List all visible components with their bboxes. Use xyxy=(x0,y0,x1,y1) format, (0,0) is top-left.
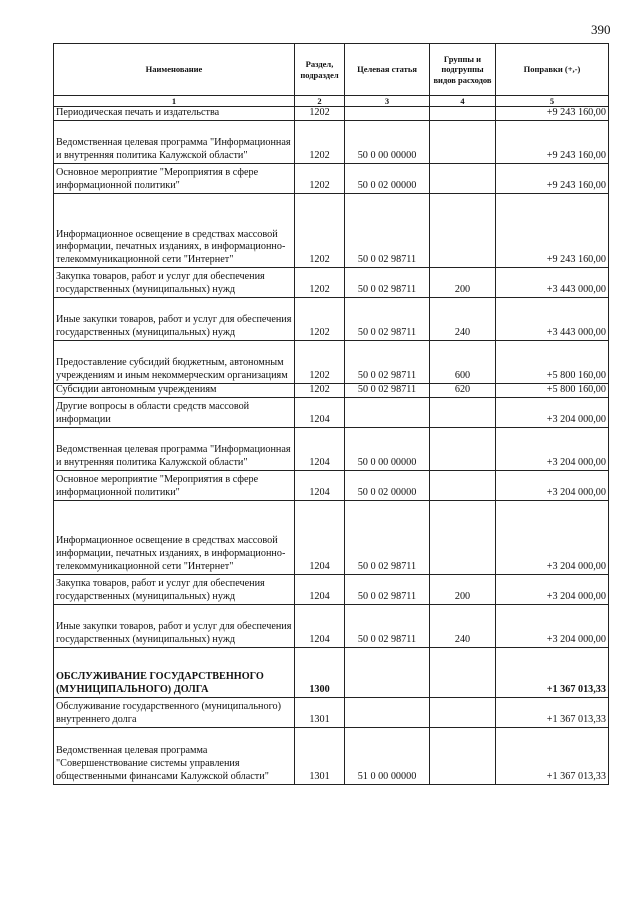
row-amendment-amount: +1 367 013,33 xyxy=(496,697,609,727)
column-number: 1 xyxy=(54,96,295,107)
page-number: 390 xyxy=(591,22,611,37)
row-target-article xyxy=(345,697,430,727)
row-name: Другие вопросы в области средств массовой информации xyxy=(54,397,295,427)
row-expense-group: 200 xyxy=(430,574,496,604)
row-expense-group xyxy=(430,500,496,574)
row-expense-group xyxy=(430,120,496,163)
row-name: Иные закупки товаров, работ и услуг для обеспечения государственных (муниципальных) нужд xyxy=(54,297,295,340)
column-number-row xyxy=(54,96,609,107)
header-amendments: Поправки (+,-) xyxy=(496,44,609,96)
row-expense-group xyxy=(430,427,496,470)
row-name: Ведомственная целевая программа "Совершенствование системы управления общественными финансами Калужской области" xyxy=(54,727,295,784)
row-name: Периодическая печать и издательства xyxy=(54,107,295,121)
row-amendment-amount: +1 367 013,33 xyxy=(496,647,609,697)
table-row xyxy=(54,727,609,784)
table-row xyxy=(54,470,609,500)
row-target-article: 50 0 02 98711 xyxy=(345,267,430,297)
row-name: Ведомственная целевая программа "Информационная и внутренняя политика Калужской области" xyxy=(54,427,295,470)
row-amendment-amount: +9 243 160,00 xyxy=(496,120,609,163)
table-row xyxy=(54,163,609,193)
row-target-article xyxy=(345,397,430,427)
row-amendment-amount: +3 204 000,00 xyxy=(496,470,609,500)
row-name: Информационное освещение в средствах массовой информации, печатных изданиях, в информационно-телекоммуникационной сети "Интернет" xyxy=(54,193,295,267)
row-amendment-amount: +3 204 000,00 xyxy=(496,427,609,470)
table-row xyxy=(54,193,609,267)
row-amendment-amount: +3 443 000,00 xyxy=(496,267,609,297)
row-section-code: 1202 xyxy=(295,107,345,121)
row-expense-group: 200 xyxy=(430,267,496,297)
row-amendment-amount: +3 204 000,00 xyxy=(496,604,609,647)
row-name: Закупка товаров, работ и услуг для обеспечения государственных (муниципальных) нужд xyxy=(54,574,295,604)
table-row xyxy=(54,120,609,163)
row-section-code: 1204 xyxy=(295,500,345,574)
column-number: 5 xyxy=(496,96,609,107)
table-row xyxy=(54,500,609,574)
table-row xyxy=(54,574,609,604)
row-amendment-amount: +3 204 000,00 xyxy=(496,397,609,427)
row-section-code: 1301 xyxy=(295,727,345,784)
table-row xyxy=(54,397,609,427)
row-target-article: 50 0 02 98711 xyxy=(345,340,430,383)
row-amendment-amount: +3 204 000,00 xyxy=(496,574,609,604)
row-section-code: 1204 xyxy=(295,604,345,647)
row-target-article: 50 0 02 98711 xyxy=(345,297,430,340)
row-section-code: 1204 xyxy=(295,427,345,470)
row-amendment-amount: +3 204 000,00 xyxy=(496,500,609,574)
row-amendment-amount: +9 243 160,00 xyxy=(496,107,609,121)
row-target-article: 50 0 00 00000 xyxy=(345,427,430,470)
column-number: 2 xyxy=(295,96,345,107)
header-target: Целевая статья xyxy=(345,44,430,96)
row-target-article: 50 0 02 00000 xyxy=(345,470,430,500)
row-name: Иные закупки товаров, работ и услуг для обеспечения государственных (муниципальных) нужд xyxy=(54,604,295,647)
row-section-code: 1204 xyxy=(295,397,345,427)
row-name: Закупка товаров, работ и услуг для обеспечения государственных (муниципальных) нужд xyxy=(54,267,295,297)
row-section-code: 1202 xyxy=(295,120,345,163)
column-number: 3 xyxy=(345,96,430,107)
table-row xyxy=(54,427,609,470)
row-target-article: 50 0 02 00000 xyxy=(345,163,430,193)
table-row xyxy=(54,267,609,297)
row-name: Обслуживание государственного (муниципального) внутреннего долга xyxy=(54,697,295,727)
table-row xyxy=(54,647,609,697)
row-target-article: 51 0 00 00000 xyxy=(345,727,430,784)
row-target-article xyxy=(345,647,430,697)
row-expense-group xyxy=(430,697,496,727)
header-section: Раздел, подраздел xyxy=(295,44,345,96)
row-amendment-amount: +9 243 160,00 xyxy=(496,193,609,267)
table-row xyxy=(54,107,609,121)
row-section-code: 1300 xyxy=(295,647,345,697)
row-amendment-amount: +5 800 160,00 xyxy=(496,340,609,383)
budget-amendments-table xyxy=(53,43,609,785)
row-amendment-amount: +1 367 013,33 xyxy=(496,727,609,784)
row-expense-group: 240 xyxy=(430,297,496,340)
row-expense-group: 240 xyxy=(430,604,496,647)
row-section-code: 1202 xyxy=(295,383,345,397)
header-group: Группы и подгруппы видов расходов xyxy=(430,44,496,96)
row-name: Субсидии автономным учреждениям xyxy=(54,383,295,397)
row-expense-group xyxy=(430,193,496,267)
row-amendment-amount: +3 443 000,00 xyxy=(496,297,609,340)
table-row xyxy=(54,604,609,647)
header-name: Наименование xyxy=(54,44,295,96)
row-name: Основное мероприятие "Мероприятия в сфере информационной политики" xyxy=(54,163,295,193)
row-name: Ведомственная целевая программа "Информационная и внутренняя политика Калужской области" xyxy=(54,120,295,163)
row-section-code: 1202 xyxy=(295,340,345,383)
row-target-article: 50 0 02 98711 xyxy=(345,500,430,574)
row-name: Предоставление субсидий бюджетным, автономным учреждениям и иным некоммерческим организациям xyxy=(54,340,295,383)
row-target-article: 50 0 00 00000 xyxy=(345,120,430,163)
row-expense-group xyxy=(430,470,496,500)
row-name: Основное мероприятие "Мероприятия в сфере информационной политики" xyxy=(54,470,295,500)
row-name: Информационное освещение в средствах массовой информации, печатных изданиях, в информационно-телекоммуникационной сети "Интернет" xyxy=(54,500,295,574)
row-section-code: 1202 xyxy=(295,267,345,297)
table-body xyxy=(54,107,609,785)
row-amendment-amount: +5 800 160,00 xyxy=(496,383,609,397)
row-expense-group xyxy=(430,397,496,427)
row-section-code: 1202 xyxy=(295,297,345,340)
row-expense-group xyxy=(430,727,496,784)
row-target-article: 50 0 02 98711 xyxy=(345,193,430,267)
table-row xyxy=(54,383,609,397)
row-expense-group: 620 xyxy=(430,383,496,397)
row-expense-group: 600 xyxy=(430,340,496,383)
row-section-code: 1204 xyxy=(295,470,345,500)
row-expense-group xyxy=(430,647,496,697)
row-expense-group xyxy=(430,163,496,193)
row-section-code: 1202 xyxy=(295,163,345,193)
row-target-article: 50 0 02 98711 xyxy=(345,574,430,604)
row-target-article: 50 0 02 98711 xyxy=(345,383,430,397)
row-section-code: 1202 xyxy=(295,193,345,267)
row-target-article: 50 0 02 98711 xyxy=(345,604,430,647)
row-section-code: 1301 xyxy=(295,697,345,727)
column-number: 4 xyxy=(430,96,496,107)
table-row xyxy=(54,340,609,383)
row-target-article xyxy=(345,107,430,121)
row-name: ОБСЛУЖИВАНИЕ ГОСУДАРСТВЕННОГО (МУНИЦИПАЛЬНОГО) ДОЛГА xyxy=(54,647,295,697)
row-expense-group xyxy=(430,107,496,121)
table-row xyxy=(54,697,609,727)
row-amendment-amount: +9 243 160,00 xyxy=(496,163,609,193)
table-row xyxy=(54,297,609,340)
row-section-code: 1204 xyxy=(295,574,345,604)
